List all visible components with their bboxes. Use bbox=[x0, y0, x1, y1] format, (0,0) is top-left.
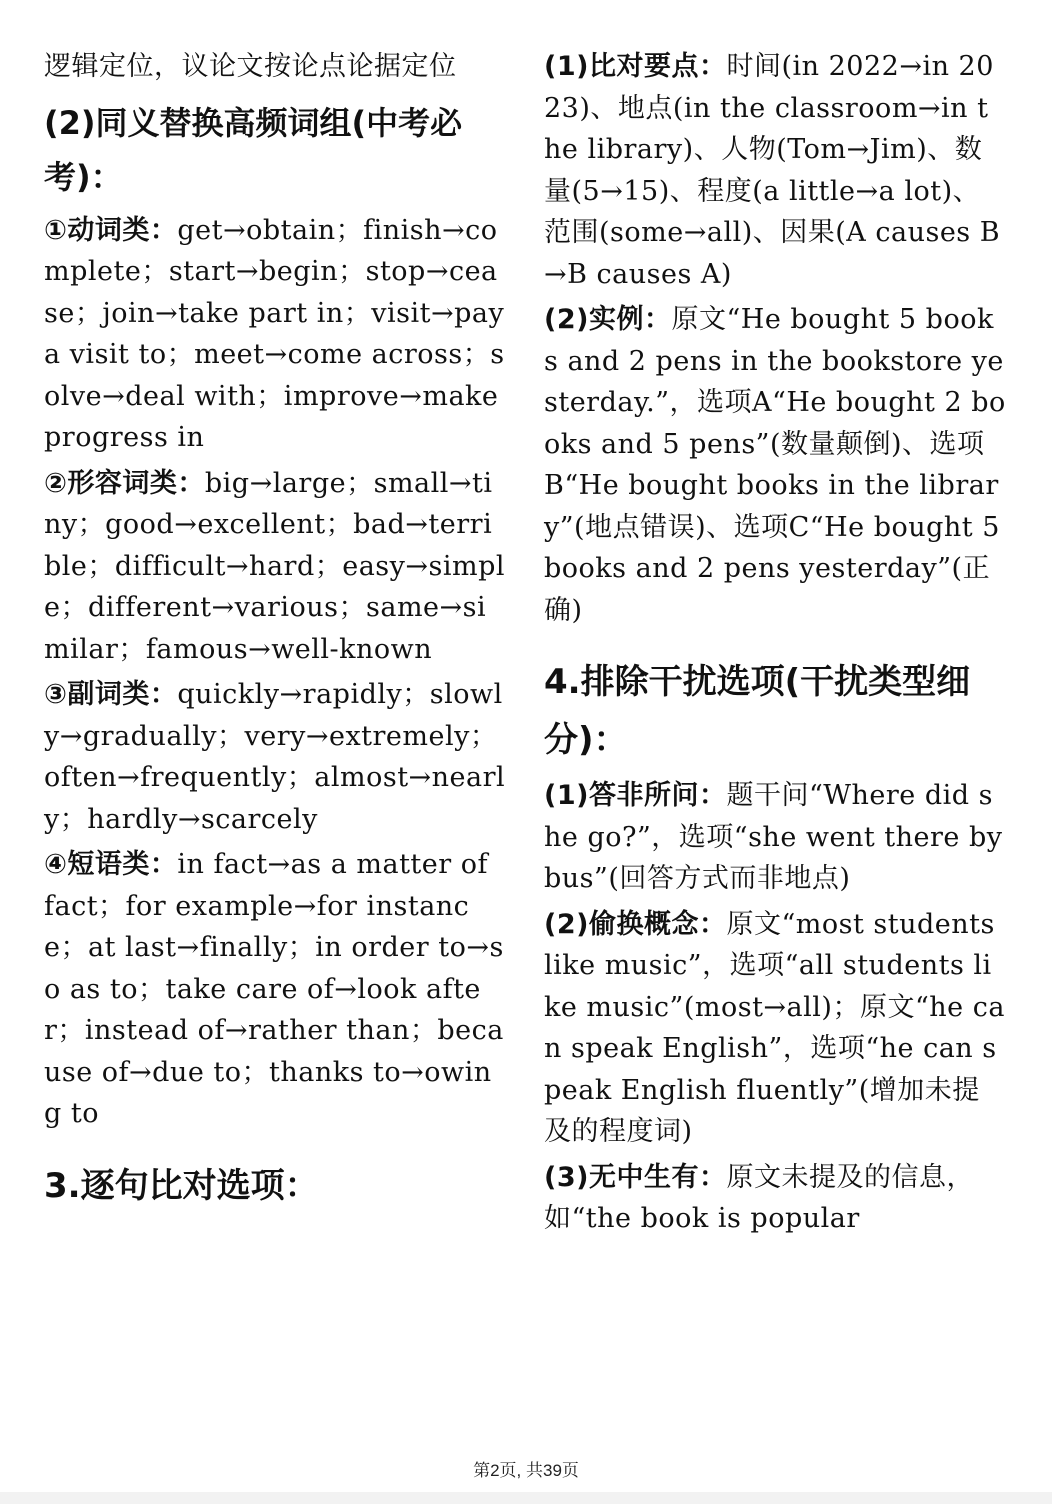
compare-points-label: (1)比对要点： bbox=[544, 51, 727, 82]
adverbs-paragraph bbox=[44, 674, 506, 840]
fabrication-label: (3)无中生有： bbox=[544, 1161, 727, 1193]
off-topic-label: (1)答非所问： bbox=[544, 780, 727, 811]
example-label: (2)实例： bbox=[544, 304, 672, 335]
section-heading-synonyms: (2)同义替换高频词组(中考必考)： bbox=[44, 103, 463, 196]
bottom-strip bbox=[0, 1492, 1052, 1504]
verbs-label: ①动词类： bbox=[44, 214, 178, 246]
right-column bbox=[544, 46, 1006, 1244]
compare-points-paragraph bbox=[544, 46, 1006, 295]
phrases-paragraph bbox=[44, 844, 506, 1135]
intro-text: 逻辑定位，议论文按论点论据定位 bbox=[44, 51, 457, 82]
off-topic-paragraph bbox=[544, 775, 1006, 900]
verbs-text: get→obtain；finish→complete；start→begin；stop→cease；join→take part in；visit→pay a visit to；meet→come across；solve→deal with；improve→make progress in bbox=[44, 214, 505, 453]
verbs-paragraph bbox=[44, 210, 506, 459]
concept-swap-label: (2)偷换概念： bbox=[544, 908, 727, 940]
phrases-label: ④短语类： bbox=[44, 849, 178, 880]
concept-swap-text: 原文“most students like music”，选项“all students like music”(most→all)；原文“he can speak English”，选项“he can speak English fluently”(增加未提及的程度词) bbox=[544, 908, 1005, 1147]
section-heading-distractors: 4.排除干扰选项(干扰类型细分)： bbox=[544, 662, 971, 760]
page-number: 第2页, 共39页 bbox=[473, 1461, 579, 1480]
adverbs-label: ③副词类： bbox=[44, 679, 178, 710]
phrases-text: in fact→as a matter of fact；for example→for instance；at last→finally；in order to→so as to；take care of→look after；instead of→rather than；because of→due to；thanks to→owing to bbox=[44, 849, 504, 1129]
left-column bbox=[44, 46, 506, 1221]
fabrication-paragraph bbox=[544, 1157, 1006, 1240]
section-heading-compare: 3.逐句比对选项： bbox=[44, 1165, 319, 1206]
example-paragraph bbox=[544, 299, 1006, 631]
fabrication-text: 原文未提及的信息，如“the book is popular bbox=[544, 1161, 974, 1234]
adverbs-text: quickly→rapidly；slowly→gradually；very→extremely；often→frequently；almost→nearly；hardly→scarcely bbox=[44, 679, 506, 835]
concept-swap-paragraph bbox=[544, 904, 1006, 1153]
adjectives-text: big→large；small→tiny；good→excellent；bad→terrible；difficult→hard；easy→simple；different→various；same→similar；famous→well-known bbox=[44, 467, 506, 665]
compare-points-text: 时间(in 2022→in 2023)、地点(in the classroom→in the library)、人物(Tom→Jim)、数量(5→15)、程度(a little→a lot)、范围(some→all)、因果(A causes B→B causes A) bbox=[544, 51, 1001, 290]
off-topic-text: 题干问“Where did she go?”，选项“she went there by bus”(回答方式而非地点) bbox=[544, 780, 1003, 894]
adjectives-label: ②形容词类： bbox=[44, 467, 205, 499]
adjectives-paragraph bbox=[44, 463, 506, 671]
example-text: 原文“He bought 5 books and 2 pens in the bookstore yesterday.”，选项A“He bought 2 books and 5 pens”(数量颠倒)、选项B“He bought books in the library”(地点错误)、选项C“He bought 5 books and 2 pens yesterday”(正确) bbox=[544, 304, 1006, 626]
